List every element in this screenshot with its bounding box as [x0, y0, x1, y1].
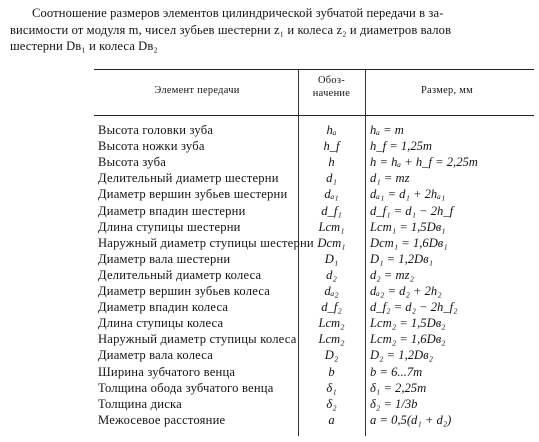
table-row: [0, 347, 539, 363]
row-symbol: h_f: [323, 139, 340, 154]
header-symbol: [300, 75, 363, 100]
row-element-name: Межосевое расстояние: [98, 412, 226, 427]
row-symbol: dₐ₂: [324, 284, 339, 298]
row-size-formula: Lст₁ = 1,5Dв₁: [370, 219, 446, 234]
header-element: Элемент передачи: [154, 85, 240, 96]
table-row: [0, 380, 539, 396]
row-symbol: d_f₂: [321, 300, 342, 315]
table-row: [0, 138, 539, 154]
row-element-name: Длина ступицы колеса: [98, 316, 224, 331]
row-size-formula: hₐ = m: [370, 123, 404, 137]
table-row: [0, 170, 539, 186]
table-row: [0, 315, 539, 331]
row-symbol: Lст₂: [318, 316, 345, 331]
table-row: [0, 267, 539, 283]
table-row: [0, 186, 539, 202]
row-symbol: dₐ₁: [324, 187, 339, 202]
table-row: [0, 412, 539, 428]
header-symbol-line-1: Обоз-: [317, 75, 346, 86]
row-element-name: Диаметр вершин зубьев колеса: [98, 284, 271, 298]
table-row: [0, 251, 539, 267]
table-row: [0, 331, 539, 347]
row-symbol: hₐ: [326, 123, 337, 137]
row-symbol: δ₁: [326, 380, 337, 395]
row-element-name: Диаметр вершин зубьев шестерни: [98, 187, 288, 202]
row-element-name: Толщина обода зубчатого венца: [98, 380, 274, 395]
row-size-formula: d₂ = mz₂: [370, 267, 414, 282]
row-element-name: Наружный диаметр ступицы колеса: [98, 332, 297, 347]
caption-line-2: висимости от модуля m, чисел зубьев шестерни z₁ и колеса z₂ и диаметров валов: [10, 22, 452, 37]
row-symbol: h: [328, 155, 335, 170]
row-element-name: Делительный диаметр колеса: [98, 267, 262, 282]
table-row: [0, 299, 539, 315]
row-symbol: D₂: [324, 348, 339, 363]
table-row: [0, 283, 539, 299]
table-row: [0, 203, 539, 219]
row-element-name: Высота зуба: [98, 155, 167, 170]
row-symbol: d₁: [326, 171, 337, 186]
row-symbol: δ₂: [326, 396, 337, 411]
row-element-name: Длина ступицы шестерни: [98, 219, 241, 234]
row-size-formula: Dст₁ = 1,6Dв₁: [370, 235, 448, 250]
table-header-rule: [94, 115, 534, 116]
row-size-formula: Lст₂ = 1,6Dв₂: [370, 332, 446, 347]
row-size-formula: δ₁ = 2,25m: [370, 380, 427, 395]
row-size-formula: D₂ = 1,2Dв₂: [370, 348, 433, 363]
row-size-formula: d_f₂ = d₂ − 2h_f₂: [370, 300, 458, 315]
row-element-name: Наружный диаметр ступицы шестерни: [98, 235, 314, 250]
row-element-name: Ширина зубчатого венца: [98, 364, 236, 379]
row-symbol: D₁: [324, 251, 339, 266]
row-symbol: Lст₂: [318, 332, 345, 347]
header-size: Размер, мм: [420, 85, 474, 96]
row-element-name: Диаметр вала колеса: [98, 348, 214, 363]
row-element-name: Толщина диска: [98, 396, 182, 411]
row-size-formula: a = 0,5(d₁ + d₂): [370, 412, 452, 427]
caption-line-1: Соотношение размеров элементов цилиндрической зубчатой передачи в за-: [32, 6, 444, 20]
table-row: [0, 122, 539, 138]
row-element-name: Диаметр вала шестерни: [98, 251, 231, 266]
row-element-name: Диаметр впадин шестерни: [98, 203, 246, 218]
row-symbol: d_f₁: [321, 203, 342, 218]
row-symbol: Lст₁: [318, 219, 345, 234]
row-size-formula: d_f₁ = d₁ − 2h_f: [370, 203, 454, 218]
row-size-formula: dₐ₁ = d₁ + 2hₐ₁: [370, 187, 446, 202]
row-element-name: Диаметр впадин колеса: [98, 300, 229, 315]
row-symbol: b: [328, 364, 335, 379]
row-size-formula: d₁ = mz: [370, 171, 410, 186]
row-element-name: Делительный диаметр шестерни: [98, 171, 279, 186]
table-row: [0, 364, 539, 380]
row-size-formula: h_f = 1,25m: [370, 139, 433, 154]
header-symbol-line-2: начение: [312, 87, 351, 99]
row-size-formula: h = hₐ + h_f = 2,25m: [370, 155, 478, 170]
row-symbol: Dст₁: [317, 235, 346, 250]
table-row: [0, 154, 539, 170]
row-symbol: a: [328, 412, 335, 427]
row-size-formula: Lст₂ = 1,5Dв₂: [370, 316, 446, 331]
row-element-name: Высота ножки зуба: [98, 139, 205, 154]
caption-line-3: шестерни Dв₁ и колеса Dв₂: [10, 39, 158, 53]
row-symbol: d₂: [326, 267, 337, 282]
table-top-rule: [94, 69, 534, 70]
table-row: [0, 235, 539, 251]
row-size-formula: D₁ = 1,2Dв₁: [370, 251, 433, 266]
table-row: [0, 396, 539, 412]
row-size-formula: δ₂ = 1/3b: [370, 396, 418, 411]
table-caption: [10, 5, 532, 55]
row-element-name: Высота головки зуба: [98, 123, 214, 137]
row-size-formula: b = 6...7m: [370, 364, 423, 379]
table-row: [0, 219, 539, 235]
row-size-formula: dₐ₂ = d₂ + 2h₂: [370, 284, 442, 298]
